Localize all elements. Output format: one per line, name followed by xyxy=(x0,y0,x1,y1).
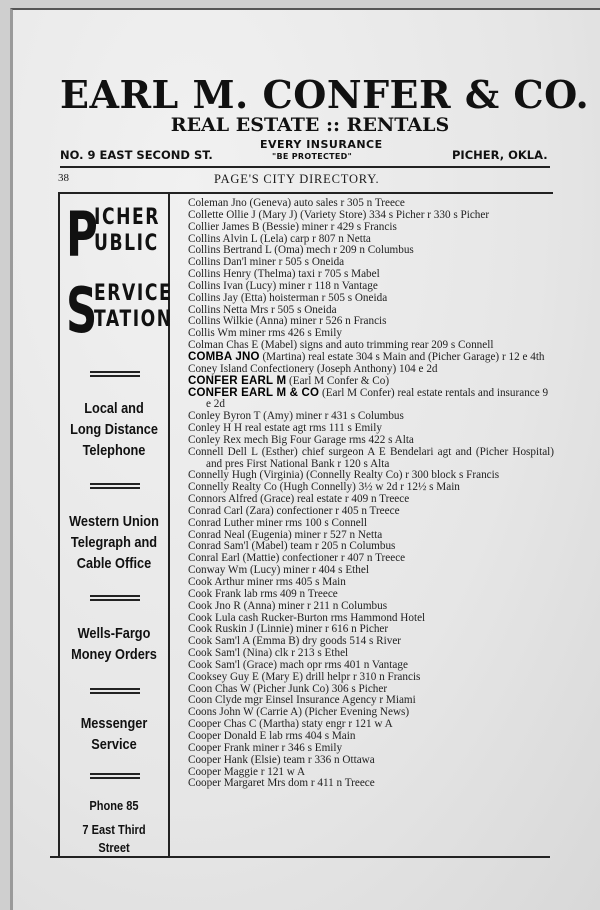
entry-text: (Martina) real estate 304 s Main and (Picher Garage) r 12 e 4th xyxy=(259,350,545,363)
entry-text: Conrad Carl (Zara) confectioner r 405 n Treece xyxy=(188,504,400,517)
entry-text: Conway Wm (Lucy) miner r 404 s Ethel xyxy=(188,564,369,577)
advertiser-tagline: REAL ESTATE :: RENTALS xyxy=(170,114,450,136)
directory-entry xyxy=(188,447,554,471)
sidebar-advertisement xyxy=(58,193,173,856)
sidebar-address: 7 East Third Street xyxy=(82,822,146,855)
double-rule xyxy=(90,371,140,377)
entry-text: Colman Chas E (Mabel) signs and auto trimming rear 209 s Connell xyxy=(188,339,494,352)
entry-text: Cook Sam'l (Grace) mach opr rms 401 n Vantage xyxy=(188,658,408,671)
entry-text: Cooper Frank miner r 346 s Emily xyxy=(188,741,343,754)
entry-text: Coleman Jno (Geneva) auto sales r 305 n Treece xyxy=(188,197,405,209)
entry-text: Conley Rex mech Big Four Garage rms 422 s Alta xyxy=(188,433,414,446)
service-telephone: Local and Long Distance Telephone xyxy=(70,400,158,459)
entry-text: Collins Jay (Etta) hoisterman r 505 s Oneida xyxy=(188,291,388,304)
entry-text: Connors Alfred (Grace) real estate r 409 n Treece xyxy=(188,493,410,506)
entry-text: Conley H H real estate agt rms 111 s Emily xyxy=(188,422,382,435)
entry-text: Cooper Margaret Mrs dom r 411 n Treece xyxy=(188,777,375,790)
entry-text: Conral Earl (Mattie) confectioner r 407 n Treece xyxy=(188,552,406,565)
title-word-picher: ICHER xyxy=(94,205,161,230)
directory-entry xyxy=(188,388,554,412)
directory-listings xyxy=(188,198,554,790)
entry-text: Connelly Hugh (Virginia) (Connelly Realty Co) r 300 block s Francis xyxy=(188,469,500,482)
entry-text: Cooksey Guy E (Mary E) drill helpr r 310 n Francis xyxy=(188,670,421,683)
entry-name-bold: CONFER EARL M xyxy=(188,374,287,387)
entry-text: Cook Arthur miner rms 405 s Main xyxy=(188,576,346,588)
page-number: 38 xyxy=(58,172,69,184)
entry-text: Collis Wm miner rms 426 s Emily xyxy=(188,327,342,340)
entry-text: Collins Henry (Thelma) taxi r 705 s Mabel xyxy=(188,268,380,281)
entry-text: Cook Jno R (Anna) miner r 211 n Columbus xyxy=(188,599,388,612)
entry-text: Cooper Maggie r 121 w A xyxy=(188,765,306,778)
service-wells-fargo: Wells-Fargo Money Orders xyxy=(71,625,157,663)
entry-text: Coons John W (Carrie A) (Picher Evening News) xyxy=(188,706,410,719)
entry-text: Conrad Sam'l (Mabel) team r 205 n Columbus xyxy=(188,540,396,553)
entry-text: Cook Frank lab rms 409 n Treece xyxy=(188,587,338,600)
entry-text: Cooper Chas C (Martha) staty engr r 121 w A xyxy=(188,718,393,731)
entry-text: Conley Byron T (Amy) miner r 431 s Columbus xyxy=(188,410,404,423)
entry-text: Cook Sam'l A (Emma B) dry goods 514 s River xyxy=(188,635,402,648)
entry-name-bold: COMBA JNO xyxy=(188,350,260,363)
entry-text: Coon Chas W (Picher Junk Co) 306 s Picher xyxy=(188,682,388,695)
header-divider xyxy=(60,166,550,168)
running-head-title: PAGE'S CITY DIRECTORY. xyxy=(214,172,380,186)
entry-text: Collins Wilkie (Anna) miner r 526 n Francis xyxy=(188,315,387,328)
entry-text: Conrad Luther miner rms 100 s Connell xyxy=(188,516,367,529)
entry-text: (Earl M Confer & Co) xyxy=(286,374,390,387)
entry-text: Collins Bertrand L (Oma) mech r 209 n Columbus xyxy=(188,244,414,257)
title-word-service: ERVICE xyxy=(94,281,173,306)
advertiser-city: PICHER, OKLA. xyxy=(452,148,548,162)
entry-text: Cook Ruskin J (Linnie) miner r 616 n Picher xyxy=(188,623,389,636)
entry-text: Collins Netta Mrs r 505 s Oneida xyxy=(188,303,337,316)
entry-text: Cooper Donald E lab rms 404 s Main xyxy=(188,729,356,742)
directory-entry xyxy=(188,778,554,790)
entry-text: Coon Clyde mgr Einsel Insurance Agency r Miami xyxy=(188,694,416,707)
entry-text: Cook Sam'l (Nina) clk r 213 s Ethel xyxy=(188,647,349,660)
entry-text: (Earl M Confer) real estate rentals and insurance 9 e 2d xyxy=(206,386,549,411)
double-rule xyxy=(90,773,140,779)
title-word-station: TATION xyxy=(94,307,173,332)
insurance-slogan: "BE PROTECTED" xyxy=(272,152,353,161)
drop-cap-s: S xyxy=(66,274,98,347)
drop-cap-p: P xyxy=(66,198,98,271)
footer-divider xyxy=(50,856,550,858)
entry-text: Connelly Realty Co (Hugh Connelly) 3½ w 2d r 12½ s Main xyxy=(188,481,460,494)
entry-text: Connell Dell L (Esther) chief surgeon A E Bendelari agt and (Picher Hospital) and pres First National Bank r 120 s Alta xyxy=(188,445,554,470)
sidebar-phone: Phone 85 xyxy=(89,798,139,813)
entry-text: Cook Lula cash Rucker-Burton rms Hammond Hotel xyxy=(188,611,426,624)
entry-name-bold: CONFER EARL M & CO xyxy=(188,386,320,399)
double-rule xyxy=(90,688,140,694)
entry-text: Collette Ollie J (Mary J) (Variety Store) 334 s Picher r 330 s Picher xyxy=(188,208,490,221)
entry-text: Collins Dan'l miner r 505 s Oneida xyxy=(188,256,345,269)
entry-text: Coney Island Confectionery (Joseph Anthony) 104 e 2d xyxy=(188,362,438,375)
service-western-union: Western Union Telegraph and Cable Office xyxy=(69,513,159,572)
advertiser-name: EARL M. CONFER & CO. xyxy=(60,72,590,117)
entry-text: Collins Ivan (Lucy) miner r 118 n Vantage xyxy=(188,279,378,292)
insurance-line: EVERY INSURANCE xyxy=(260,138,383,151)
entry-text: Cooper Hank (Elsie) team r 336 n Ottawa xyxy=(188,753,375,766)
double-rule xyxy=(90,595,140,601)
entry-text: Collins Alvin L (Lela) carp r 807 n Netta xyxy=(188,232,371,245)
double-rule xyxy=(90,483,140,489)
entry-text: Conrad Neal (Eugenia) miner r 527 n Netta xyxy=(188,528,383,541)
service-messenger: Messenger Service xyxy=(80,715,148,753)
title-word-public: UBLIC xyxy=(94,231,159,256)
advertiser-address: NO. 9 EAST SECOND ST. xyxy=(60,148,213,162)
entry-text: Collier James B (Bessie) miner r 429 s Francis xyxy=(188,220,397,233)
